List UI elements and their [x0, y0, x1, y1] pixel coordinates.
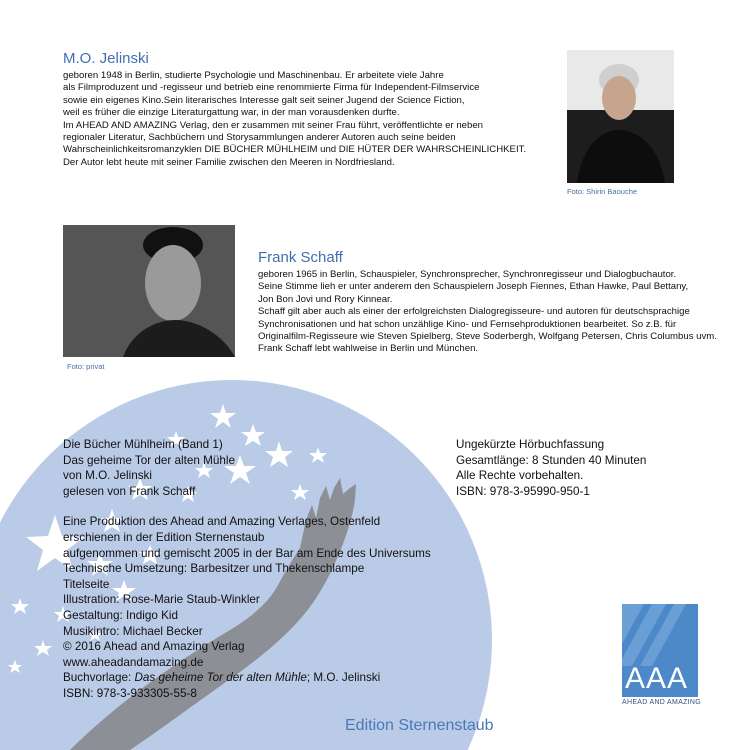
author2-photo — [63, 225, 235, 357]
bio-line: regionaler Literatur, Sachbüchern und Storysammlungen anderer Autoren auch seine beiden — [63, 132, 456, 144]
buchvorlage-label: Buchvorlage: — [63, 671, 135, 685]
bio-line: Schaff gilt aber auch als einer der erfolgreichsten Dialogregisseure- und autoren für deutschsprachige — [258, 306, 690, 318]
bio-line: Frank Schaff lebt wahlweise in Berlin und München. — [258, 343, 479, 355]
publisher-logo — [622, 604, 698, 697]
bio-line: geboren 1965 in Berlin, Schauspieler, Synchronsprecher, Synchronregisseur und Dialogbuchautor. — [258, 269, 677, 280]
audiobook-info — [456, 437, 646, 499]
bio-line: Im AHEAD AND AMAZING Verlag, den er zusammen mit seiner Frau führt, veröffentlichte er neben — [63, 119, 483, 131]
bio-line: weil es früher die einzige Literaturgattung war, in der man vorausdenken durfte. — [63, 107, 400, 119]
portrait-silhouette-icon — [567, 50, 674, 183]
bio-line: geboren 1948 in Berlin, studierte Psychologie und Maschinenbau. Er arbeitete viele Jahre — [63, 70, 444, 81]
credit-line: Musikintro: Michael Becker — [63, 624, 203, 638]
info-line: ISBN: 978-3-95990-950-1 — [456, 484, 590, 498]
credit-line: Illustration: Rose-Marie Staub-Winkler — [63, 593, 260, 607]
author2-bio — [258, 269, 717, 356]
credit-line: © 2016 Ahead and Amazing Verlag — [63, 640, 245, 654]
author1-bio — [63, 70, 526, 169]
bio-line: sowie ein eigenes Kino.Sein literarisches Interesse galt seit seiner Jugend der Science Fiction, — [63, 94, 465, 106]
credit-line: Titelseite — [63, 577, 110, 591]
author2-name: Frank Schaff — [258, 249, 343, 266]
logo-letters: AAA — [625, 662, 689, 695]
bio-line: als Filmproduzent und -regisseur und betrieb eine renommierte Firma für Independent-Filmservice — [63, 82, 480, 94]
bio-line: Originalfilm-Regisseure wie Steven Spielberg, Steve Soderbergh, Wolfgang Petersen, Chris Columbus uvm. — [258, 331, 717, 343]
author2-photo-credit: Foto: privat — [67, 362, 105, 371]
info-line: Ungekürzte Hörbuchfassung — [456, 438, 605, 451]
author1-name: M.O. Jelinski — [63, 50, 149, 67]
credit-line: Das geheime Tor der alten Mühle — [63, 453, 235, 467]
bio-line: Synchronisationen und hat schon unzählige Kino- und Fernsehproduktionen bearbeitet. So z.B. für — [258, 318, 677, 330]
edition-title: Edition Sternenstaub — [345, 717, 494, 734]
author1-photo — [567, 50, 674, 183]
portrait-silhouette-icon — [63, 225, 235, 357]
credit-line: Gestaltung: Indigo Kid — [63, 608, 179, 622]
info-line: Alle Rechte vorbehalten. — [456, 469, 584, 483]
bio-line: Seine Stimme lieh er unter anderem den Schauspielern Joseph Fiennes, Ethan Hawke, Paul Bettany, — [258, 281, 689, 293]
production-credits — [63, 437, 431, 702]
credit-line: Die Bücher Mühlheim (Band 1) — [63, 438, 223, 451]
buchvorlage-author: ; M.O. Jelinski — [306, 671, 381, 685]
bio-line: Wahrscheinlichkeitsromanzyklen DIE BÜCHER MÜHLHEIM und DIE HÜTER DER WAHRSCHEINLICHKEIT. — [63, 144, 527, 156]
credit-line: gelesen von Frank Schaff — [63, 484, 196, 498]
credit-line: erschienen in der Edition Sternenstaub — [63, 530, 265, 544]
bio-line: Jon Bon Jovi und Rory Kinnear. — [258, 293, 393, 305]
buchvorlage-title: Das geheime Tor der alten Mühle — [134, 671, 307, 685]
isbn-line: ISBN: 978-3-933305-55-8 — [63, 686, 197, 700]
credit-line: Eine Produktion des Ahead and Amazing Verlages, Ostenfeld — [63, 515, 381, 529]
bio-line: Der Autor lebt heute mit seiner Familie zwischen den Meeren in Nordfriesland. — [63, 156, 395, 168]
credit-line: aufgenommen und gemischt 2005 in der Bar am Ende des Universums — [63, 546, 431, 560]
buchvorlage-line — [63, 670, 431, 686]
credit-line: www.aheadandamazing.de — [63, 655, 204, 669]
info-line: Gesamtlänge: 8 Stunden 40 Minuten — [456, 453, 647, 467]
credit-line: von M.O. Jelinski — [63, 469, 152, 483]
author1-photo-credit: Foto: Shirin Baouche — [567, 187, 638, 196]
credit-line: Technische Umsetzung: Barbesitzer und Thekenschlampe — [63, 562, 365, 576]
logo-subtitle: AHEAD AND AMAZING — [622, 699, 702, 706]
